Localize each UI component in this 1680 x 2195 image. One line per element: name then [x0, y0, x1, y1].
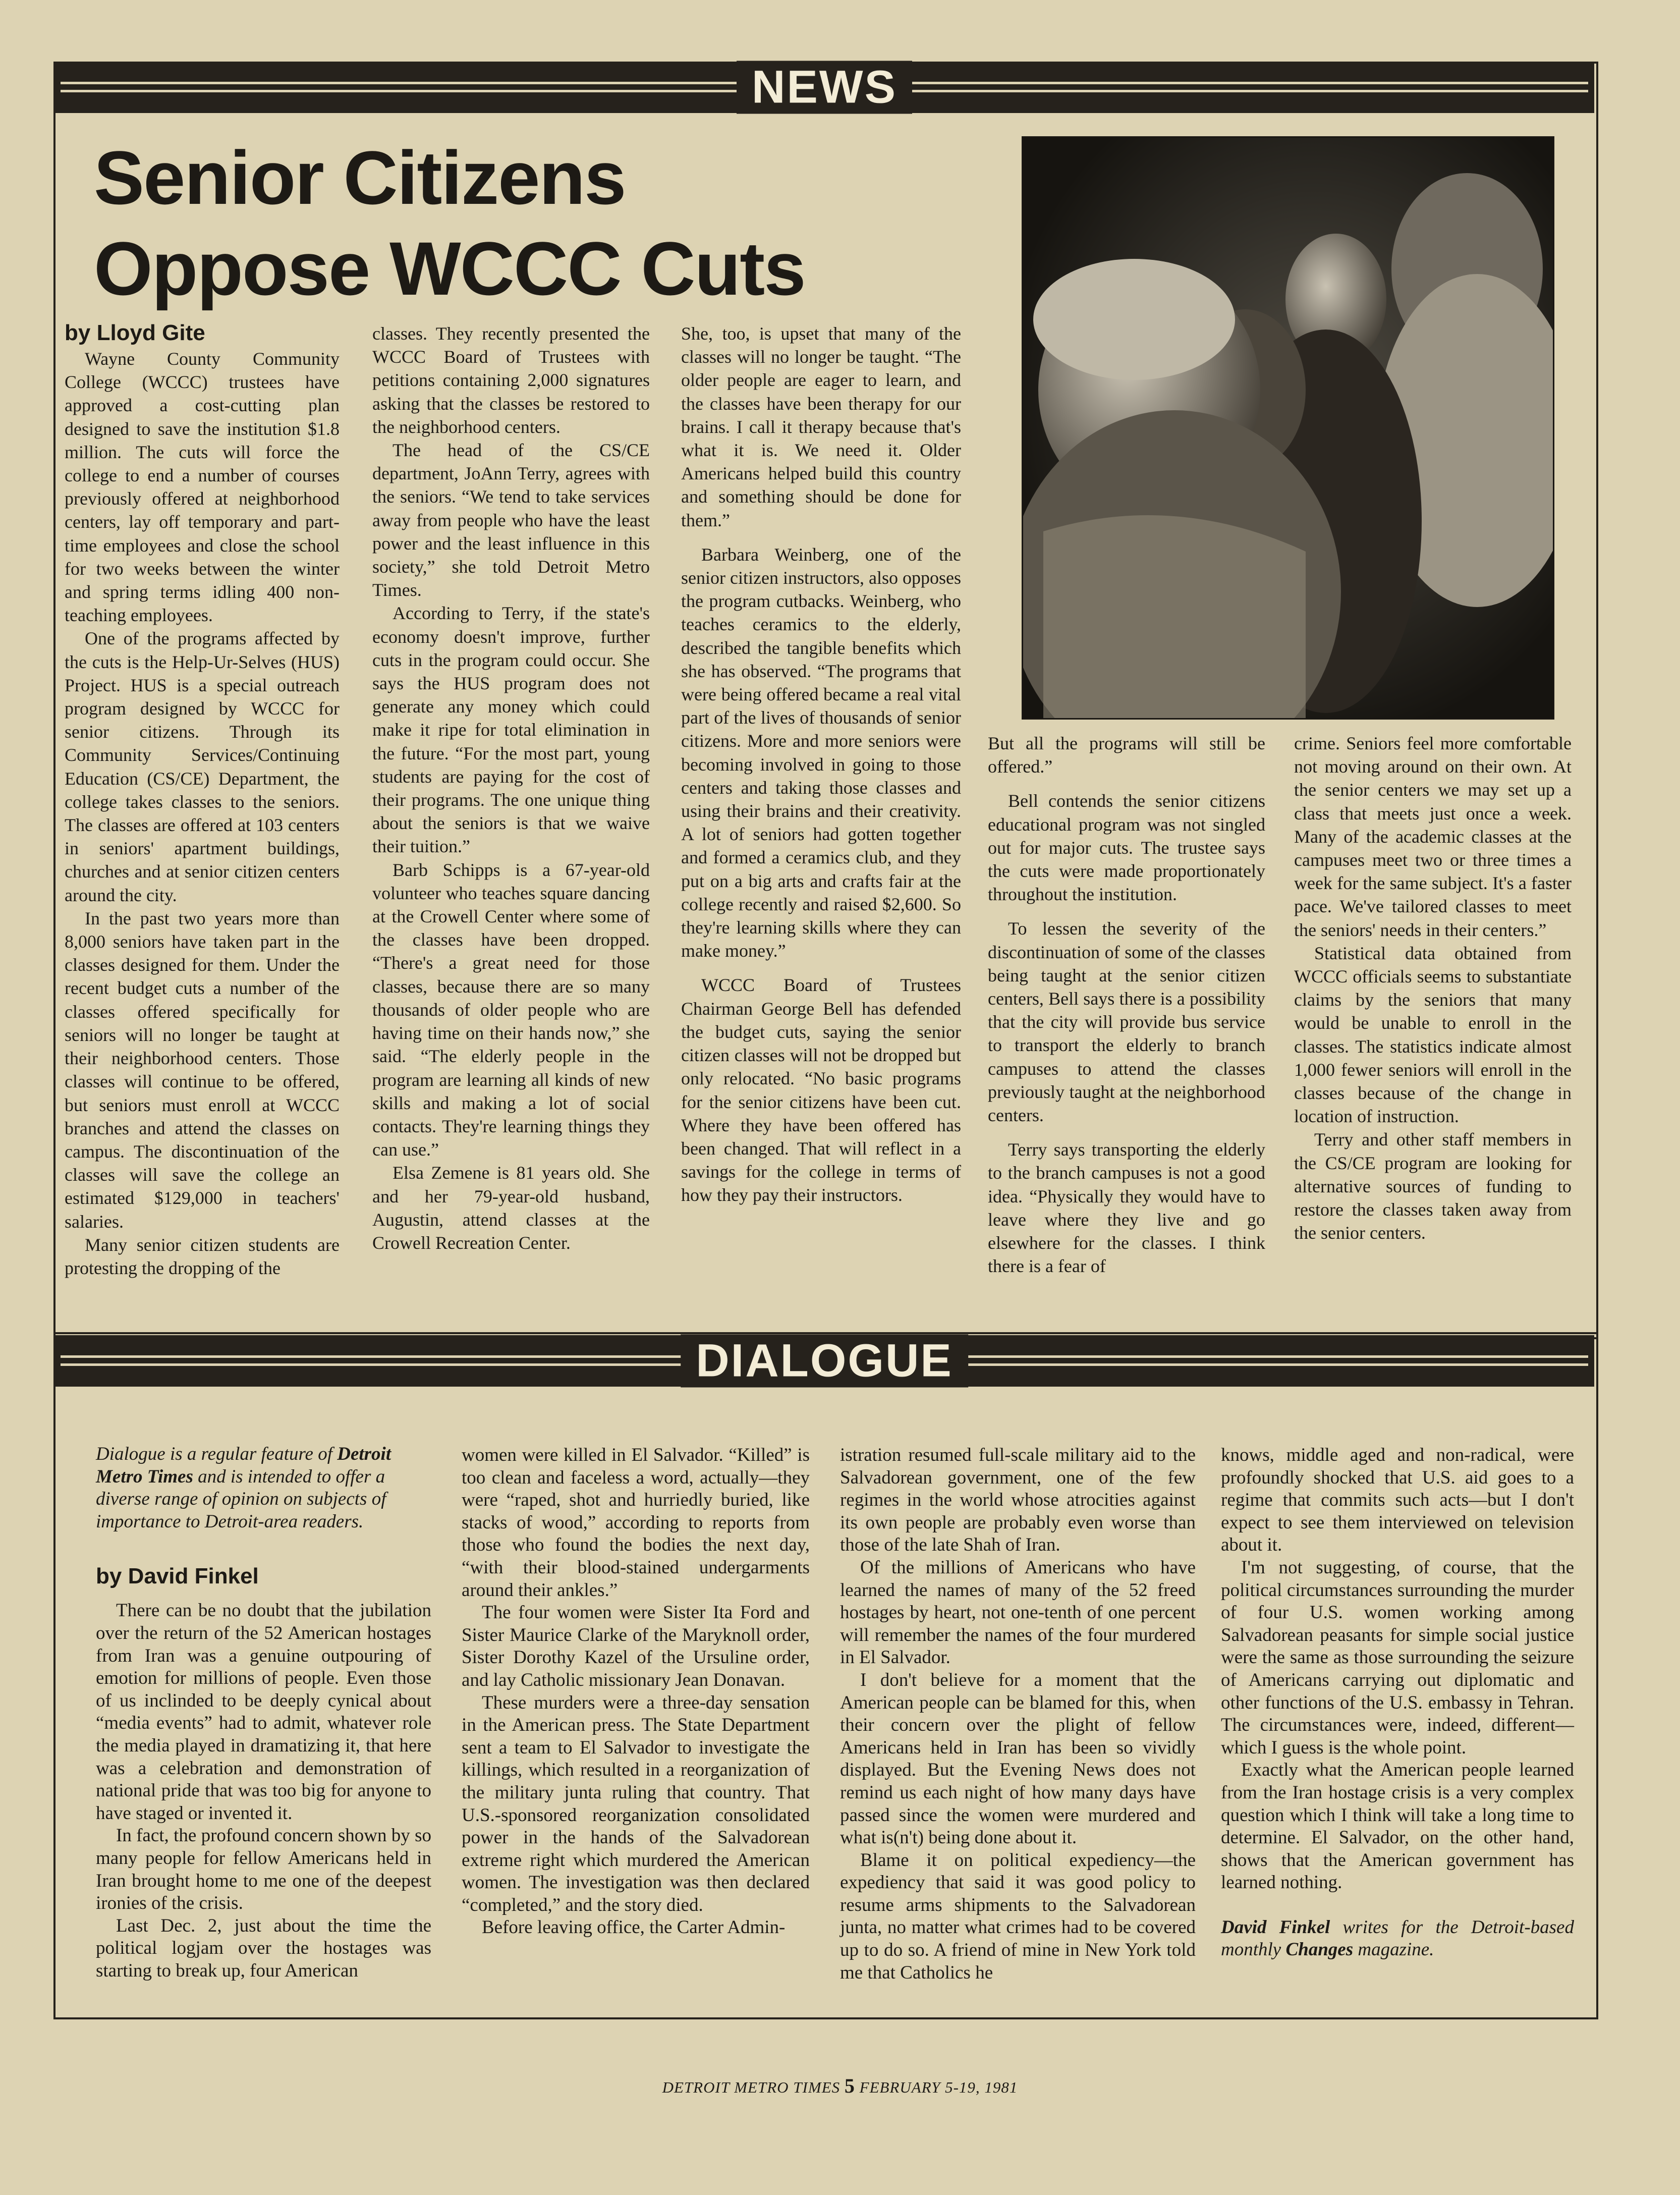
page-footer	[0, 2074, 1680, 2098]
dialogue-intro	[96, 1443, 431, 1533]
bio-author-name: David Finkel	[1221, 1916, 1330, 1938]
news-photo	[1022, 136, 1554, 720]
news-c3-p1: She, too, is upset that many of the classes will no longer be taught. “The older people are eager to learn, and the classes have been therapy for our brains. I call it therapy because that's what it is. We need it. Older Americans helped build this country and something should be done for them.”	[681, 323, 961, 530]
news-c2-p3: According to Terry, if the state's economy doesn't improve, further cuts in the program could occur. She says the HUS program does not generate any money which could make it ripe for total elimination in the future. “For the most part, young students are paying for the cost of their programs. The one unique thing about the seniors is that we waive their tuition.”	[372, 603, 650, 857]
news-c2-p4: Barb Schipps is a 67-year-old volunteer who teaches square dancing at the Crowell Center where some of the classes have been dropped. “There's a great need for those classes, because there are so many thousands of older people who are having time on their hands now,” she said. “The elderly people in the program are learning all kinds of new skills and making a lot of social contacts. They're learning things they can use.”	[372, 859, 650, 1160]
dialogue-column-4	[1221, 1444, 1574, 1961]
news-c2-p1: classes. They recently presented the WCCC Board of Trustees with petitions containing 2,000 signatures asking that the classes be restored to the neighborhood centers.	[372, 323, 650, 437]
footer-paper: DETROIT METRO TIMES	[662, 2078, 841, 2096]
dialogue-byline: by David Finkel	[96, 1564, 259, 1589]
dlg-c4-p3: Exactly what the American people learned from the Iran hostage crisis is a very complex question which I think will take a long time to determine. El Salvador, on the other hand, shows that the American government has learned nothing.	[1221, 1760, 1574, 1893]
news-c2-p2: The head of the CS/CE department, JoAnn Terry, agrees with the seniors. “We tend to take services away from people who have the least power and the least influence in this society,” she told Detroit Metro Times.	[372, 440, 650, 600]
news-c1-p3: In the past two years more than 8,000 seniors have taken part in the classes designed for them. Under the recent budget cuts a number of the classes offered specifically for seniors will no longer be taught at their neighborhood centers. Those classes will continue to be offered, but seniors must enroll at WCCC branches and attend the classes on campus. The discontinuation of the classes will save the college an estimated $129,000 in teachers' salaries.	[65, 908, 340, 1232]
dlg-c2-p3: These murders were a three-day sensation in the American press. The State Department sent a team to El Salvador to investigate the killings, which resulted in a reorganization of the military junta ruling that country. That U.S.-sponsored reorganization consolidated power in the hands of the Salvadorean extreme right which murdered the American women. The investigation was then declared “completed,” and the story died.	[462, 1692, 810, 1915]
intro-paper-name: Detroit Metro Times	[96, 1444, 391, 1487]
dialogue-section-bar	[54, 1335, 1594, 1387]
dlg-c3-p4: Blame it on political expediency—the expediency that said it was good policy to resume arms shipments to the Salvadorean junta, no matter what crimes had to be covered up to do so. A friend of mine in New York told me that Catholics he	[840, 1849, 1196, 1983]
dlg-c2-p1: women were killed in El Salvador. “Killed” is too clean and faceless a word, actually—they were “raped, shot and hurriedly buried, like stacks of wood,” according to reports from those who found the bodies the next day, “with their blood-stained undergarments around their ankles.”	[462, 1445, 810, 1601]
dlg-c3-p1: istration resumed full-scale military aid to the Salvadorean government, one of the few regimes in the world whose atrocities against its own people are probably even worse than those of the late Shah of Iran.	[840, 1445, 1196, 1556]
news-section-bar	[54, 62, 1594, 113]
news-section-label: NEWS	[737, 61, 912, 114]
news-c4-p4: Terry says transporting the elderly to the branch campuses is not a good idea. “Physically they would have to leave where they live and go elsewhere for the classes. I think there is a fear of	[988, 1139, 1265, 1277]
news-byline: by Lloyd Gite	[65, 320, 205, 345]
news-c4-p1: But all the programs will still be offered.”	[988, 733, 1265, 777]
news-column-2	[372, 322, 650, 1254]
dlg-c2-p4: Before leaving office, the Carter Admin-	[482, 1917, 786, 1938]
news-c4-p3: To lessen the severity of the discontinuation of some of the classes being taught at the senior citizen centers, Bell says there is a possibility that the city will provide bus service to transport the elderly to branch campuses to attend the classes previously taught at the neighborhood centers.	[988, 918, 1265, 1126]
news-c2-p5: Elsa Zemene is 81 years old. She and her 79-year-old husband, Augustin, attend classes at the Crowell Recreation Center.	[372, 1163, 650, 1253]
photo-seniors-illustration	[1023, 138, 1553, 718]
bio-text: writes for the Detroit-based monthly	[1221, 1916, 1574, 1960]
news-c5-p1: crime. Seniors feel more comfortable not moving around on their own. At the senior centers we may set up a class that meets just once a week. Many of the academic classes at the campuses meet two or three times a week for the same subject. It's a faster pace. We've tailored classes to meet the seniors' needs in their centers.”	[1294, 733, 1572, 940]
dlg-c4-p1: knows, middle aged and non-radical, were profoundly shocked that U.S. aid goes to a regime that commits such acts—but I don't expect to see them interviewed on television about it.	[1221, 1445, 1574, 1556]
bio-magazine: Changes	[1285, 1939, 1354, 1960]
news-column-3	[681, 322, 961, 1207]
dlg-c3-p3: I don't believe for a moment that the American people can be blamed for this, when their concern over the plight of fellow Americans held in Iran has been so vividly displayed. But the Evening News does not remind us each night of how many days have passed since the women were murdered and what is(n't) being done about it.	[840, 1669, 1196, 1848]
news-column-5	[1294, 732, 1572, 1244]
news-c1-p1: Wayne County Community College (WCCC) trustees have approved a cost-cutting plan designed to save the institution $1.8 million. The cuts will force the college to end a number of courses previously offered at neighborhood centers, lay off temporary and part-time employees and close the school for two weeks between the winter and spring terms idling 400 non-teaching employees.	[65, 349, 340, 626]
author-bio	[1221, 1916, 1574, 1961]
news-c5-p2: Statistical data obtained from WCCC officials seems to substantiate claims by the seniors that many would be unable to enroll in the classes. The statistics indicate almost 1,000 fewer seniors will enroll in the classes because of the change in location of instruction.	[1294, 943, 1572, 1127]
news-c3-p2: Barbara Weinberg, one of the senior citizen instructors, also opposes the program cutbacks. Weinberg, who teaches ceramics to the elderly, described the tangible benefits which she has observed. “The programs that were being offered became a real vital part of the lives of thousands of senior citizens. More and more seniors were becoming involved in going to those centers and taking those classes and using their brains and their creativity. A lot of seniors had gotten together and formed a ceramics club, and they put on a big arts and crafts fair at the college recently and raised $2,600. So they're learning skills where they can make money.”	[681, 544, 961, 961]
dialogue-column-3	[840, 1444, 1196, 1984]
dlg-c1-p1: There can be no doubt that the jubilation over the return of the 52 American hostages from Iran was a genuine outpouring of emotion for millions of people. Even those of us inclinded to be deeply cynical about “media events” had to admit, whatever role the media played in dramatizing it, that here was a celebration and demonstration of national pride that was too big for anyone to have staged or invented it.	[96, 1600, 431, 1824]
news-column-1	[65, 319, 340, 1280]
dlg-c2-p2: The four women were Sister Ita Ford and Sister Maurice Clarke of the Maryknoll order, Sister Dorothy Kazel of the Ursuline order, and lay Catholic missionary Jean Donavan.	[462, 1602, 810, 1690]
footer-page-number: 5	[844, 2074, 855, 2097]
dialogue-column-1	[96, 1443, 431, 1982]
footer-date: FEBRUARY 5-19, 1981	[859, 2078, 1018, 2096]
bio-text-end: magazine.	[1353, 1939, 1434, 1960]
news-headline	[94, 132, 805, 314]
news-c1-p2: One of the programs affected by the cuts is the Help-Ur-Selves (HUS) Project. HUS is a special outreach program designed by WCCC for senior citizens. Through its Community Services/Continuing Education (CS/CE) Department, the college takes classes to the seniors. The classes are offered at 103 centers in seniors' apartment buildings, churches and at senior citizen centers around the city.	[65, 628, 340, 905]
headline-line-2: Oppose WCCC Cuts	[94, 226, 805, 311]
intro-text-1: Dialogue is a regular feature of	[96, 1444, 338, 1464]
dialogue-section-label: DIALOGUE	[681, 1335, 968, 1388]
news-c5-p3: Terry and other staff members in the CS/CE program are looking for alternative sources of funding to restore the classes taken away from the senior centers.	[1294, 1129, 1572, 1243]
news-c4-p2: Bell contends the senior citizens educational program was not singled out for major cuts. The trustee says the cuts were made proportionately throughout the institution.	[988, 791, 1265, 905]
intro-text-2: and is intended to offer a diverse range of opinion on subjects of importance to Detroit-area readers.	[96, 1466, 386, 1532]
news-column-4	[988, 732, 1265, 1278]
dlg-c3-p2: Of the millions of Americans who have learned the names of many of the 52 freed hostages by heart, not one-tenth of one percent will remember the names of the four murdered in El Salvador.	[840, 1557, 1196, 1668]
dlg-c1-p2: In fact, the profound concern shown by so many people for fellow Americans held in Iran brought home to me one of the deepest ironies of the crisis.	[96, 1825, 431, 1914]
dlg-c4-p2: I'm not suggesting, of course, that the political circumstances surrounding the murder of four U.S. women working among Salvadorean peasants for simple social justice were the same as those surrounding the seizure of Americans carrying out diplomatic and other functions of the U.S. embassy in Tehran. The circumstances were, indeed, different—which I guess is the whole point.	[1221, 1557, 1574, 1758]
headline-line-1: Senior Citizens	[94, 135, 626, 220]
news-c1-p4: Many senior citizen students are protesting the dropping of the	[65, 1234, 340, 1278]
news-c3-p3: WCCC Board of Trustees Chairman George Bell has defended the budget cuts, saying the senior citizen classes will not be dropped but only relocated. “No basic programs for the senior citizens have been cut. Where they have been offered has been changed. That will reflect in a savings for the college in terms of how they pay their instructors.	[681, 975, 961, 1205]
dialogue-column-2	[462, 1444, 810, 1939]
dlg-c1-p3: Last Dec. 2, just about the time the political logjam over the hostages was starting to break up, four American	[96, 1915, 431, 1981]
